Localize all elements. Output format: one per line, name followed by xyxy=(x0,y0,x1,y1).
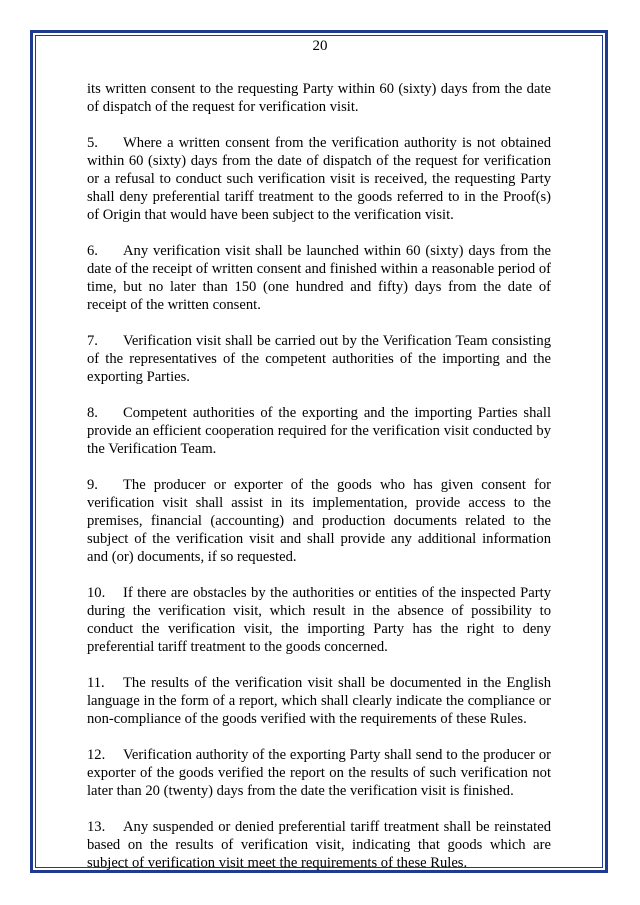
paragraph-number: 7. xyxy=(87,333,98,349)
document-body xyxy=(87,80,551,890)
paragraph-number: 10. xyxy=(87,585,106,601)
paragraph-text: Verification authority of the exporting Party shall send to the producer or exporter of the goods verified the report on the results of such verification not later than 20 (twenty) days from the date the verification visit is finished. xyxy=(87,747,551,799)
paragraph-12 xyxy=(87,746,551,800)
paragraph-number: 8. xyxy=(87,405,98,421)
paragraph-number: 6. xyxy=(87,243,98,259)
intro-paragraph: its written consent to the requesting Party within 60 (sixty) days from the date of dispatch of the request for verification visit. xyxy=(87,81,551,115)
paragraph-8 xyxy=(87,404,551,458)
paragraph-13 xyxy=(87,818,551,872)
paragraph-7 xyxy=(87,332,551,386)
page-number: 20 xyxy=(312,38,328,54)
paragraph-text: Any verification visit shall be launched within 60 (sixty) days from the date of the receipt of written consent and finished within a reasonable period of time, but no later than 150 (one hundred and fifty) days from the date of receipt of the written consent. xyxy=(87,243,551,313)
paragraph-text: Verification visit shall be carried out by the Verification Team consisting of the representatives of the competent authorities of the importing and the exporting Parties. xyxy=(87,333,551,385)
paragraph-9 xyxy=(87,476,551,566)
paragraph-11 xyxy=(87,674,551,728)
paragraph-number: 12. xyxy=(87,747,106,763)
paragraph-text: The results of the verification visit shall be documented in the English language in the form of a report, which shall clearly indicate the compliance or non-compliance of the goods verified with the requirements of these Rules. xyxy=(87,675,551,727)
paragraph-text: Any suspended or denied preferential tariff treatment shall be reinstated based on the results of verification visit, indicating that goods which are subject of verification visit meet the requirements of these Rules. xyxy=(87,819,551,871)
paragraph-number: 9. xyxy=(87,477,98,493)
paragraph-number: 13. xyxy=(87,819,106,835)
paragraph-number: 5. xyxy=(87,135,98,151)
paragraph-10 xyxy=(87,584,551,656)
paragraph-text: The producer or exporter of the goods who has given consent for verification visit shall assist in its implementation, provide access to the premises, financial (accounting) and production documents related to the subject of the verification visit and shall provide any additional information and (or) documents, if so requested. xyxy=(87,477,551,565)
paragraph-text: Competent authorities of the exporting and the importing Parties shall provide an efficient cooperation required for the verification visit conducted by the Verification Team. xyxy=(87,405,551,457)
paragraph-text: Where a written consent from the verification authority is not obtained within 60 (sixty) days from the date of dispatch of the request for verification or a refusal to conduct such verification visit is received, the requesting Party shall deny preferential tariff treatment to the goods referred to in the Proof(s) of Origin that would have been subject to the verification visit. xyxy=(87,135,551,223)
paragraph-text: If there are obstacles by the authorities or entities of the inspected Party during the verification visit, which result in the absence of possibility to conduct the verification visit, the importing Party has the right to deny preferential tariff treatment to the goods concerned. xyxy=(87,585,551,655)
paragraph-5 xyxy=(87,134,551,224)
paragraph-6 xyxy=(87,242,551,314)
paragraph-number: 11. xyxy=(87,675,105,691)
